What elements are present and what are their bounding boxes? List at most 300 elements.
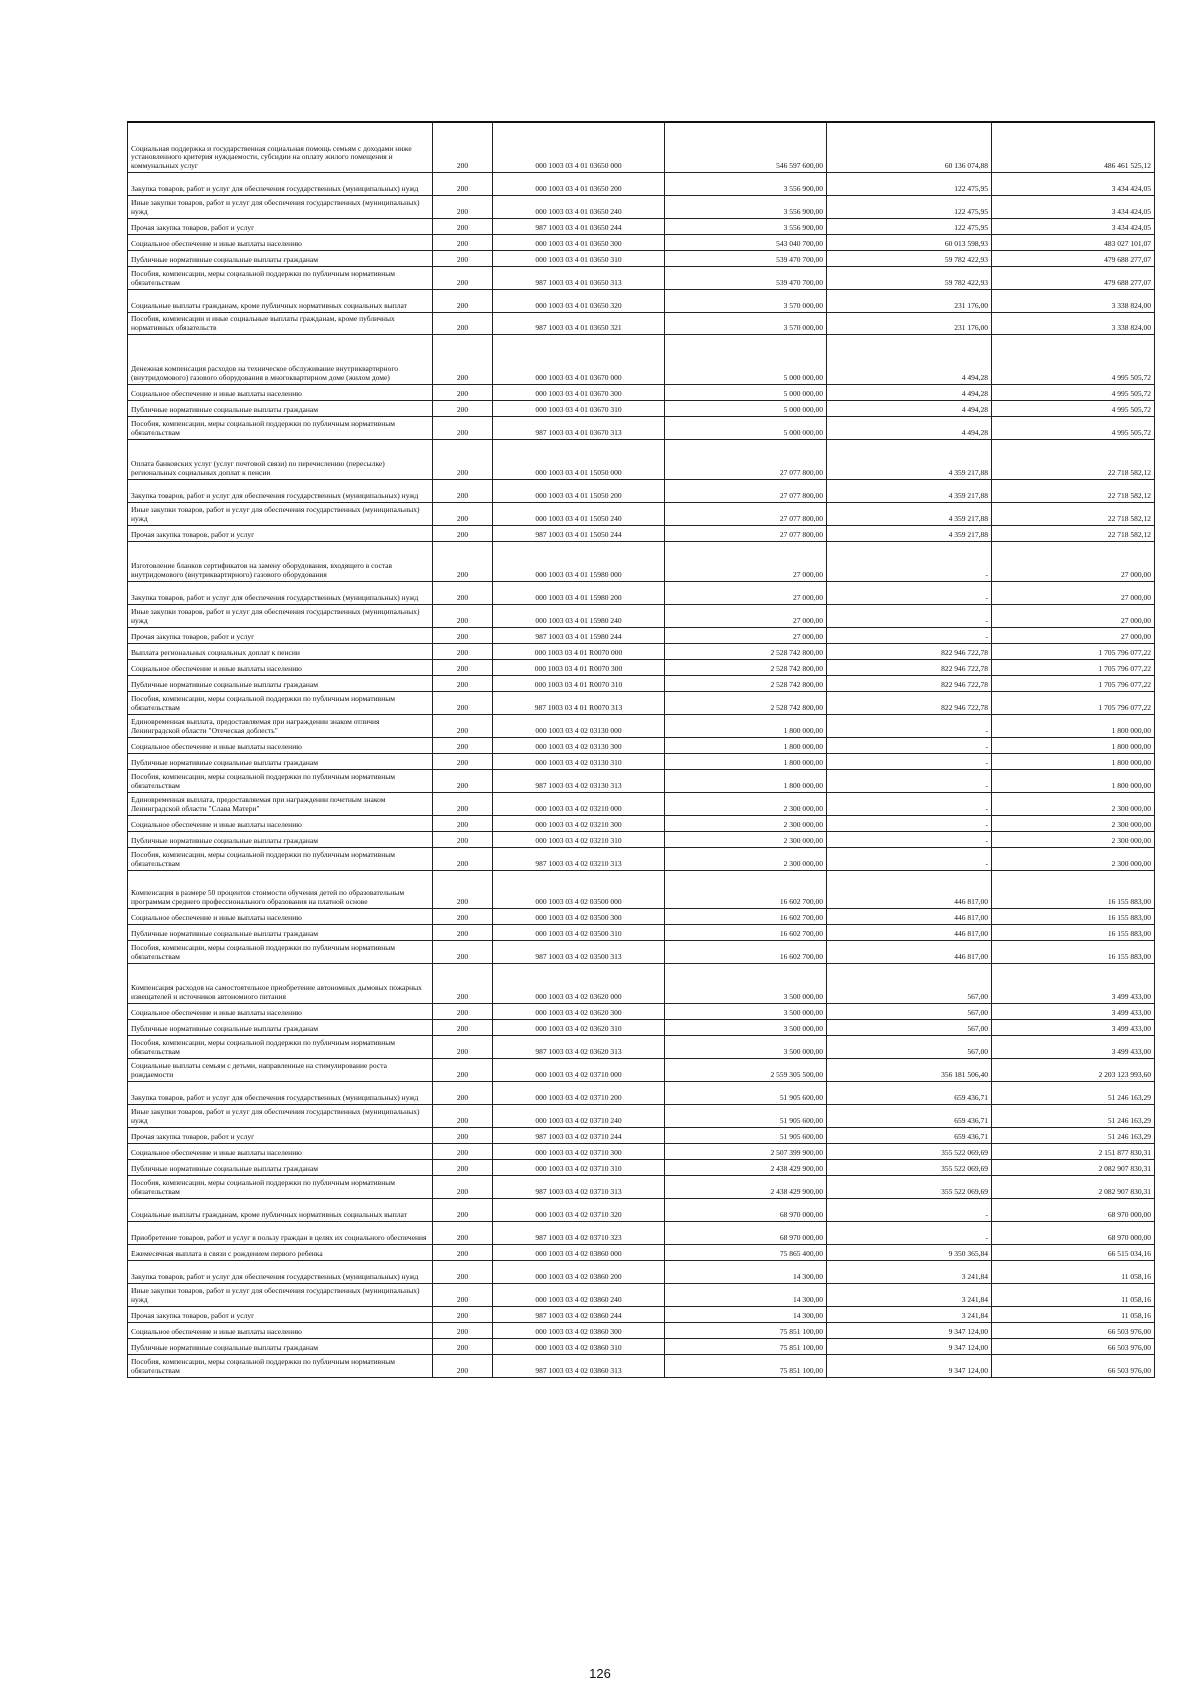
table-row	[128, 218, 1155, 234]
row-name-cell: Ежемесячная выплата в связи с рождением первого ребенка	[128, 1244, 433, 1260]
row-approved-amount-cell: 27 077 800,00	[665, 439, 827, 479]
row-line-code-cell: 200	[433, 659, 493, 675]
row-approved-amount-cell: 1 800 000,00	[665, 753, 827, 769]
row-remaining-amount-cell: 2 082 907 830,31	[992, 1175, 1155, 1198]
row-budget-code-cell: 000 1003 03 4 02 03860 310	[493, 1338, 665, 1354]
row-remaining-amount-cell: 1 800 000,00	[992, 737, 1155, 753]
row-remaining-amount-cell: 51 246 163,29	[992, 1081, 1155, 1104]
table-row	[128, 1338, 1155, 1354]
row-name-cell: Пособия, компенсации, меры социальной поддержки по публичным нормативным обязательствам	[128, 416, 433, 439]
row-name-cell: Прочая закупка товаров, работ и услуг	[128, 1127, 433, 1143]
row-executed-amount-cell: -	[827, 541, 992, 581]
row-remaining-amount-cell: 2 203 123 993,60	[992, 1058, 1155, 1081]
row-executed-amount-cell: 231 176,00	[827, 312, 992, 334]
row-remaining-amount-cell: 22 718 582,12	[992, 439, 1155, 479]
row-line-code-cell: 200	[433, 1322, 493, 1338]
table-row	[128, 1198, 1155, 1221]
row-budget-code-cell: 000 1003 03 4 02 03710 000	[493, 1058, 665, 1081]
table-row	[128, 266, 1155, 289]
row-name-cell: Социальное обеспечение и иные выплаты населению	[128, 1322, 433, 1338]
row-name-cell: Закупка товаров, работ и услуг для обеспечения государственных (муниципальных) нужд	[128, 1081, 433, 1104]
row-name-cell: Иные закупки товаров, работ и услуг для обеспечения государственных (муниципальных) нужд	[128, 604, 433, 627]
table-row	[128, 312, 1155, 334]
row-remaining-amount-cell: 2 082 907 830,31	[992, 1159, 1155, 1175]
row-name-cell: Социальное обеспечение и иные выплаты населению	[128, 384, 433, 400]
row-approved-amount-cell: 75 851 100,00	[665, 1322, 827, 1338]
table-row	[128, 400, 1155, 416]
row-name-cell: Денежная компенсация расходов на техническое обслуживание внутриквартирного (внутридомового) газового оборудования в многоквартирном доме (жилом доме)	[128, 334, 433, 384]
row-line-code-cell: 200	[433, 1058, 493, 1081]
row-line-code-cell: 200	[433, 691, 493, 714]
row-executed-amount-cell: 4 494,28	[827, 416, 992, 439]
table-row	[128, 384, 1155, 400]
row-budget-code-cell: 000 1003 03 4 02 03130 310	[493, 753, 665, 769]
row-name-cell: Социальные выплаты гражданам, кроме публичных нормативных социальных выплат	[128, 289, 433, 312]
row-budget-code-cell: 000 1003 03 4 02 03710 240	[493, 1104, 665, 1127]
row-approved-amount-cell: 3 500 000,00	[665, 963, 827, 1003]
table-row	[128, 714, 1155, 737]
row-approved-amount-cell: 16 602 700,00	[665, 870, 827, 908]
row-name-cell: Пособия, компенсации, меры социальной поддержки по публичным нормативным обязательствам	[128, 847, 433, 870]
row-approved-amount-cell: 51 905 600,00	[665, 1081, 827, 1104]
row-executed-amount-cell: 822 946 722,78	[827, 675, 992, 691]
table-row	[128, 1306, 1155, 1322]
row-name-cell: Прочая закупка товаров, работ и услуг	[128, 1306, 433, 1322]
row-executed-amount-cell: -	[827, 627, 992, 643]
row-executed-amount-cell: 567,00	[827, 1003, 992, 1019]
row-name-cell: Выплата региональных социальных доплат к пенсии	[128, 643, 433, 659]
table-row	[128, 769, 1155, 792]
row-budget-code-cell: 987 1003 03 4 02 03710 313	[493, 1175, 665, 1198]
row-line-code-cell: 200	[433, 1159, 493, 1175]
row-budget-code-cell: 000 1003 03 4 01 R0070 310	[493, 675, 665, 691]
row-approved-amount-cell: 3 500 000,00	[665, 1035, 827, 1058]
row-name-cell: Прочая закупка товаров, работ и услуг	[128, 525, 433, 541]
row-budget-code-cell: 987 1003 03 4 02 03860 244	[493, 1306, 665, 1322]
row-executed-amount-cell: 60 013 598,93	[827, 234, 992, 250]
row-budget-code-cell: 000 1003 03 4 01 03670 300	[493, 384, 665, 400]
row-name-cell: Социальное обеспечение и иные выплаты населению	[128, 234, 433, 250]
table-row	[128, 195, 1155, 218]
row-budget-code-cell: 987 1003 03 4 02 03860 313	[493, 1354, 665, 1377]
row-executed-amount-cell: 122 475,95	[827, 172, 992, 195]
row-approved-amount-cell: 68 970 000,00	[665, 1221, 827, 1244]
row-executed-amount-cell: 446 817,00	[827, 870, 992, 908]
row-name-cell: Публичные нормативные социальные выплаты гражданам	[128, 1019, 433, 1035]
table-row	[128, 940, 1155, 963]
row-executed-amount-cell: -	[827, 737, 992, 753]
row-executed-amount-cell: 446 817,00	[827, 924, 992, 940]
row-line-code-cell: 200	[433, 737, 493, 753]
row-executed-amount-cell: 122 475,95	[827, 195, 992, 218]
table-row	[128, 1260, 1155, 1283]
row-remaining-amount-cell: 479 688 277,07	[992, 250, 1155, 266]
row-executed-amount-cell: 3 241,84	[827, 1260, 992, 1283]
row-line-code-cell: 200	[433, 250, 493, 266]
row-remaining-amount-cell: 3 499 433,00	[992, 1003, 1155, 1019]
table-row	[128, 815, 1155, 831]
row-budget-code-cell: 000 1003 03 4 02 03860 240	[493, 1283, 665, 1306]
row-budget-code-cell: 987 1003 03 4 02 03500 313	[493, 940, 665, 963]
row-budget-code-cell: 987 1003 03 4 01 15050 244	[493, 525, 665, 541]
row-approved-amount-cell: 68 970 000,00	[665, 1198, 827, 1221]
row-name-cell: Закупка товаров, работ и услуг для обеспечения государственных (муниципальных) нужд	[128, 581, 433, 604]
row-remaining-amount-cell: 66 503 976,00	[992, 1354, 1155, 1377]
row-remaining-amount-cell: 66 503 976,00	[992, 1322, 1155, 1338]
row-line-code-cell: 200	[433, 400, 493, 416]
row-name-cell: Единовременная выплата, предоставляемая при награждении почетным знаком Ленинградской области "Слава Матери"	[128, 792, 433, 815]
table-row	[128, 753, 1155, 769]
row-budget-code-cell: 000 1003 03 4 02 03620 300	[493, 1003, 665, 1019]
row-line-code-cell: 200	[433, 714, 493, 737]
row-budget-code-cell: 987 1003 03 4 01 03670 313	[493, 416, 665, 439]
row-name-cell: Оплата банковских услуг (услуг почтовой связи) по перечислению (пересылке) региональных социальных доплат к пенсии	[128, 439, 433, 479]
table-row	[128, 924, 1155, 940]
row-name-cell: Социальное обеспечение и иные выплаты населению	[128, 908, 433, 924]
table-row	[128, 847, 1155, 870]
row-remaining-amount-cell: 4 995 505,72	[992, 334, 1155, 384]
table-row	[128, 1019, 1155, 1035]
table-row	[128, 289, 1155, 312]
row-line-code-cell: 200	[433, 1175, 493, 1198]
row-executed-amount-cell: 9 347 124,00	[827, 1322, 992, 1338]
row-executed-amount-cell: 3 241,84	[827, 1306, 992, 1322]
row-budget-code-cell: 000 1003 03 4 01 15050 240	[493, 502, 665, 525]
row-line-code-cell: 200	[433, 908, 493, 924]
row-line-code-cell: 200	[433, 1081, 493, 1104]
row-remaining-amount-cell: 22 718 582,12	[992, 525, 1155, 541]
row-name-cell: Социальные выплаты гражданам, кроме публичных нормативных социальных выплат	[128, 1198, 433, 1221]
row-approved-amount-cell: 2 300 000,00	[665, 815, 827, 831]
row-line-code-cell: 200	[433, 1198, 493, 1221]
table-row	[128, 604, 1155, 627]
row-approved-amount-cell: 75 865 400,00	[665, 1244, 827, 1260]
row-approved-amount-cell: 51 905 600,00	[665, 1104, 827, 1127]
row-approved-amount-cell: 539 470 700,00	[665, 266, 827, 289]
table-row	[128, 1104, 1155, 1127]
row-remaining-amount-cell: 2 151 877 830,31	[992, 1143, 1155, 1159]
row-executed-amount-cell: 122 475,95	[827, 218, 992, 234]
row-remaining-amount-cell: 51 246 163,29	[992, 1104, 1155, 1127]
row-budget-code-cell: 000 1003 03 4 01 03650 240	[493, 195, 665, 218]
row-budget-code-cell: 987 1003 03 4 02 03130 313	[493, 769, 665, 792]
row-line-code-cell: 200	[433, 1338, 493, 1354]
row-line-code-cell: 200	[433, 643, 493, 659]
row-name-cell: Компенсация расходов на самостоятельное приобретение автономных дымовых пожарных извещателей и источников автономного питания	[128, 963, 433, 1003]
row-line-code-cell: 200	[433, 847, 493, 870]
row-executed-amount-cell: 659 436,71	[827, 1081, 992, 1104]
row-executed-amount-cell: 9 347 124,00	[827, 1338, 992, 1354]
table-row	[128, 1159, 1155, 1175]
table-row	[128, 963, 1155, 1003]
row-approved-amount-cell: 2 528 742 800,00	[665, 643, 827, 659]
row-line-code-cell: 200	[433, 1019, 493, 1035]
row-remaining-amount-cell: 3 434 424,05	[992, 172, 1155, 195]
row-remaining-amount-cell: 3 338 824,00	[992, 312, 1155, 334]
row-approved-amount-cell: 3 556 900,00	[665, 172, 827, 195]
table-row	[128, 1127, 1155, 1143]
row-budget-code-cell: 000 1003 03 4 01 15050 200	[493, 479, 665, 502]
row-budget-code-cell: 000 1003 03 4 01 03670 000	[493, 334, 665, 384]
row-approved-amount-cell: 14 300,00	[665, 1260, 827, 1283]
row-budget-code-cell: 987 1003 03 4 01 15980 244	[493, 627, 665, 643]
row-approved-amount-cell: 2 438 429 900,00	[665, 1159, 827, 1175]
row-approved-amount-cell: 539 470 700,00	[665, 250, 827, 266]
table-row	[128, 1081, 1155, 1104]
row-approved-amount-cell: 2 300 000,00	[665, 792, 827, 815]
row-budget-code-cell: 000 1003 03 4 01 15980 200	[493, 581, 665, 604]
row-executed-amount-cell: 4 494,28	[827, 400, 992, 416]
row-name-cell: Пособия, компенсации, меры социальной поддержки по публичным нормативным обязательствам	[128, 691, 433, 714]
row-name-cell: Социальное обеспечение и иные выплаты населению	[128, 1143, 433, 1159]
row-line-code-cell: 200	[433, 675, 493, 691]
row-remaining-amount-cell: 22 718 582,12	[992, 502, 1155, 525]
row-remaining-amount-cell: 27 000,00	[992, 581, 1155, 604]
row-line-code-cell: 200	[433, 195, 493, 218]
row-name-cell: Иные закупки товаров, работ и услуг для обеспечения государственных (муниципальных) нужд	[128, 195, 433, 218]
table-row	[128, 737, 1155, 753]
row-line-code-cell: 200	[433, 1003, 493, 1019]
row-line-code-cell: 200	[433, 1244, 493, 1260]
row-budget-code-cell: 987 1003 03 4 02 03620 313	[493, 1035, 665, 1058]
row-budget-code-cell: 987 1003 03 4 01 03650 244	[493, 218, 665, 234]
row-line-code-cell: 200	[433, 1260, 493, 1283]
row-executed-amount-cell: -	[827, 1221, 992, 1244]
table-row	[128, 250, 1155, 266]
row-line-code-cell: 200	[433, 831, 493, 847]
row-line-code-cell: 200	[433, 525, 493, 541]
row-remaining-amount-cell: 4 995 505,72	[992, 384, 1155, 400]
row-budget-code-cell: 000 1003 03 4 01 R0070 300	[493, 659, 665, 675]
table-row	[128, 541, 1155, 581]
row-remaining-amount-cell: 2 300 000,00	[992, 792, 1155, 815]
row-budget-code-cell: 000 1003 03 4 02 03860 300	[493, 1322, 665, 1338]
row-line-code-cell: 200	[433, 1221, 493, 1244]
row-budget-code-cell: 987 1003 03 4 02 03210 313	[493, 847, 665, 870]
row-budget-code-cell: 987 1003 03 4 01 03650 321	[493, 312, 665, 334]
row-name-cell: Социальное обеспечение и иные выплаты населению	[128, 659, 433, 675]
row-executed-amount-cell: -	[827, 581, 992, 604]
row-executed-amount-cell: 3 241,84	[827, 1283, 992, 1306]
row-executed-amount-cell: 659 436,71	[827, 1104, 992, 1127]
row-line-code-cell: 200	[433, 870, 493, 908]
row-budget-code-cell: 000 1003 03 4 01 15050 000	[493, 439, 665, 479]
row-remaining-amount-cell: 11 058,16	[992, 1306, 1155, 1322]
row-executed-amount-cell: -	[827, 792, 992, 815]
table-row	[128, 1143, 1155, 1159]
row-executed-amount-cell: 4 494,28	[827, 384, 992, 400]
report-sheet	[127, 121, 1154, 1582]
row-executed-amount-cell: -	[827, 769, 992, 792]
row-approved-amount-cell: 546 597 600,00	[665, 122, 827, 172]
row-name-cell: Единовременная выплата, предоставляемая при награждении знаком отличия Ленинградской области "Отеческая доблесть"	[128, 714, 433, 737]
row-name-cell: Иные закупки товаров, работ и услуг для обеспечения государственных (муниципальных) нужд	[128, 1283, 433, 1306]
row-executed-amount-cell: 446 817,00	[827, 908, 992, 924]
row-executed-amount-cell: 59 782 422,93	[827, 266, 992, 289]
row-line-code-cell: 200	[433, 1306, 493, 1322]
row-budget-code-cell: 000 1003 03 4 02 03210 000	[493, 792, 665, 815]
row-approved-amount-cell: 3 500 000,00	[665, 1003, 827, 1019]
row-line-code-cell: 200	[433, 479, 493, 502]
row-budget-code-cell: 000 1003 03 4 02 03210 300	[493, 815, 665, 831]
row-name-cell: Закупка товаров, работ и услуг для обеспечения государственных (муниципальных) нужд	[128, 1260, 433, 1283]
row-remaining-amount-cell: 16 155 883,00	[992, 940, 1155, 963]
table-body	[128, 122, 1155, 1377]
row-budget-code-cell: 987 1003 03 4 01 03650 313	[493, 266, 665, 289]
row-line-code-cell: 200	[433, 384, 493, 400]
table-row	[128, 908, 1155, 924]
row-approved-amount-cell: 2 438 429 900,00	[665, 1175, 827, 1198]
row-budget-code-cell: 000 1003 03 4 02 03130 300	[493, 737, 665, 753]
row-budget-code-cell: 000 1003 03 4 02 03620 310	[493, 1019, 665, 1035]
table-row	[128, 675, 1155, 691]
row-executed-amount-cell: -	[827, 1198, 992, 1221]
row-line-code-cell: 200	[433, 266, 493, 289]
row-approved-amount-cell: 75 851 100,00	[665, 1354, 827, 1377]
row-executed-amount-cell: 355 522 069,69	[827, 1175, 992, 1198]
table-row	[128, 792, 1155, 815]
row-remaining-amount-cell: 3 499 433,00	[992, 1019, 1155, 1035]
row-executed-amount-cell: 60 136 074,88	[827, 122, 992, 172]
row-approved-amount-cell: 2 559 305 500,00	[665, 1058, 827, 1081]
row-line-code-cell: 200	[433, 502, 493, 525]
row-approved-amount-cell: 27 077 800,00	[665, 479, 827, 502]
row-executed-amount-cell: 4 359 217,88	[827, 525, 992, 541]
row-remaining-amount-cell: 3 434 424,05	[992, 218, 1155, 234]
row-approved-amount-cell: 3 570 000,00	[665, 289, 827, 312]
row-approved-amount-cell: 2 300 000,00	[665, 847, 827, 870]
row-line-code-cell: 200	[433, 334, 493, 384]
row-name-cell: Публичные нормативные социальные выплаты гражданам	[128, 675, 433, 691]
table-row	[128, 643, 1155, 659]
row-line-code-cell: 200	[433, 289, 493, 312]
row-name-cell: Закупка товаров, работ и услуг для обеспечения государственных (муниципальных) нужд	[128, 479, 433, 502]
row-remaining-amount-cell: 16 155 883,00	[992, 908, 1155, 924]
row-remaining-amount-cell: 1 800 000,00	[992, 714, 1155, 737]
row-approved-amount-cell: 14 300,00	[665, 1306, 827, 1322]
row-line-code-cell: 200	[433, 122, 493, 172]
row-line-code-cell: 200	[433, 581, 493, 604]
row-line-code-cell: 200	[433, 1143, 493, 1159]
row-name-cell: Пособия, компенсации, меры социальной поддержки по публичным нормативным обязательствам	[128, 940, 433, 963]
table-row	[128, 479, 1155, 502]
row-approved-amount-cell: 3 556 900,00	[665, 195, 827, 218]
row-approved-amount-cell: 3 500 000,00	[665, 1019, 827, 1035]
row-remaining-amount-cell: 1 800 000,00	[992, 753, 1155, 769]
row-line-code-cell: 200	[433, 940, 493, 963]
row-name-cell: Приобретение товаров, работ и услуг в пользу граждан в целях их социального обеспечения	[128, 1221, 433, 1244]
row-name-cell: Прочая закупка товаров, работ и услуг	[128, 627, 433, 643]
row-name-cell: Изготовление бланков сертификатов на замену оборудования, входящего в состав внутридомового (внутриквартирного) газового оборудования	[128, 541, 433, 581]
row-line-code-cell: 200	[433, 172, 493, 195]
row-line-code-cell: 200	[433, 769, 493, 792]
row-remaining-amount-cell: 68 970 000,00	[992, 1198, 1155, 1221]
table-row	[128, 1035, 1155, 1058]
row-executed-amount-cell: -	[827, 714, 992, 737]
page-number: 126	[589, 1666, 611, 1681]
row-budget-code-cell: 000 1003 03 4 02 03500 300	[493, 908, 665, 924]
table-row	[128, 502, 1155, 525]
table-row	[128, 870, 1155, 908]
row-budget-code-cell: 987 1003 03 4 02 03710 323	[493, 1221, 665, 1244]
row-budget-code-cell: 000 1003 03 4 01 03670 310	[493, 400, 665, 416]
row-name-cell: Публичные нормативные социальные выплаты гражданам	[128, 831, 433, 847]
row-name-cell: Пособия, компенсации, меры социальной поддержки по публичным нормативным обязательствам	[128, 1354, 433, 1377]
row-line-code-cell: 200	[433, 1354, 493, 1377]
row-line-code-cell: 200	[433, 439, 493, 479]
row-approved-amount-cell: 27 000,00	[665, 581, 827, 604]
row-line-code-cell: 200	[433, 416, 493, 439]
row-line-code-cell: 200	[433, 792, 493, 815]
row-line-code-cell: 200	[433, 753, 493, 769]
row-approved-amount-cell: 16 602 700,00	[665, 908, 827, 924]
row-approved-amount-cell: 14 300,00	[665, 1283, 827, 1306]
row-approved-amount-cell: 2 528 742 800,00	[665, 675, 827, 691]
row-approved-amount-cell: 5 000 000,00	[665, 416, 827, 439]
row-approved-amount-cell: 16 602 700,00	[665, 940, 827, 963]
row-executed-amount-cell: 9 347 124,00	[827, 1354, 992, 1377]
table-row	[128, 831, 1155, 847]
row-budget-code-cell: 000 1003 03 4 02 03710 310	[493, 1159, 665, 1175]
row-executed-amount-cell: 9 350 365,84	[827, 1244, 992, 1260]
row-remaining-amount-cell: 1 705 796 077,22	[992, 691, 1155, 714]
row-approved-amount-cell: 2 528 742 800,00	[665, 659, 827, 675]
table-row	[128, 122, 1155, 172]
row-approved-amount-cell: 2 300 000,00	[665, 831, 827, 847]
table-row	[128, 172, 1155, 195]
row-remaining-amount-cell: 1 705 796 077,22	[992, 643, 1155, 659]
row-budget-code-cell: 000 1003 03 4 01 03650 300	[493, 234, 665, 250]
table-row	[128, 1221, 1155, 1244]
row-name-cell: Социальное обеспечение и иные выплаты населению	[128, 815, 433, 831]
row-name-cell: Публичные нормативные социальные выплаты гражданам	[128, 1159, 433, 1175]
row-line-code-cell: 200	[433, 627, 493, 643]
row-budget-code-cell: 000 1003 03 4 01 03650 310	[493, 250, 665, 266]
row-remaining-amount-cell: 479 688 277,07	[992, 266, 1155, 289]
row-name-cell: Пособия, компенсации и иные социальные выплаты гражданам, кроме публичных нормативных обязательств	[128, 312, 433, 334]
row-budget-code-cell: 987 1003 03 4 01 R0070 313	[493, 691, 665, 714]
row-budget-code-cell: 000 1003 03 4 02 03210 310	[493, 831, 665, 847]
table-row	[128, 1244, 1155, 1260]
row-executed-amount-cell: 567,00	[827, 1019, 992, 1035]
row-name-cell: Пособия, компенсации, меры социальной поддержки по публичным нормативным обязательствам	[128, 769, 433, 792]
table-row	[128, 581, 1155, 604]
row-approved-amount-cell: 75 851 100,00	[665, 1338, 827, 1354]
row-approved-amount-cell: 1 800 000,00	[665, 769, 827, 792]
row-approved-amount-cell: 27 077 800,00	[665, 525, 827, 541]
row-name-cell: Публичные нормативные социальные выплаты гражданам	[128, 400, 433, 416]
row-name-cell: Закупка товаров, работ и услуг для обеспечения государственных (муниципальных) нужд	[128, 172, 433, 195]
table-row	[128, 1175, 1155, 1198]
row-executed-amount-cell: 822 946 722,78	[827, 691, 992, 714]
row-executed-amount-cell: 822 946 722,78	[827, 643, 992, 659]
row-executed-amount-cell: 4 359 217,88	[827, 439, 992, 479]
table-row	[128, 659, 1155, 675]
row-executed-amount-cell: 4 359 217,88	[827, 479, 992, 502]
table-row	[128, 691, 1155, 714]
row-line-code-cell: 200	[433, 963, 493, 1003]
row-approved-amount-cell: 27 000,00	[665, 604, 827, 627]
row-budget-code-cell: 987 1003 03 4 02 03710 244	[493, 1127, 665, 1143]
row-remaining-amount-cell: 2 300 000,00	[992, 831, 1155, 847]
row-executed-amount-cell: -	[827, 753, 992, 769]
row-remaining-amount-cell: 1 705 796 077,22	[992, 659, 1155, 675]
row-remaining-amount-cell: 2 300 000,00	[992, 847, 1155, 870]
row-name-cell: Социальное обеспечение и иные выплаты населению	[128, 1003, 433, 1019]
row-remaining-amount-cell: 2 300 000,00	[992, 815, 1155, 831]
row-name-cell: Публичные нормативные социальные выплаты гражданам	[128, 1338, 433, 1354]
row-budget-code-cell: 000 1003 03 4 01 03650 200	[493, 172, 665, 195]
